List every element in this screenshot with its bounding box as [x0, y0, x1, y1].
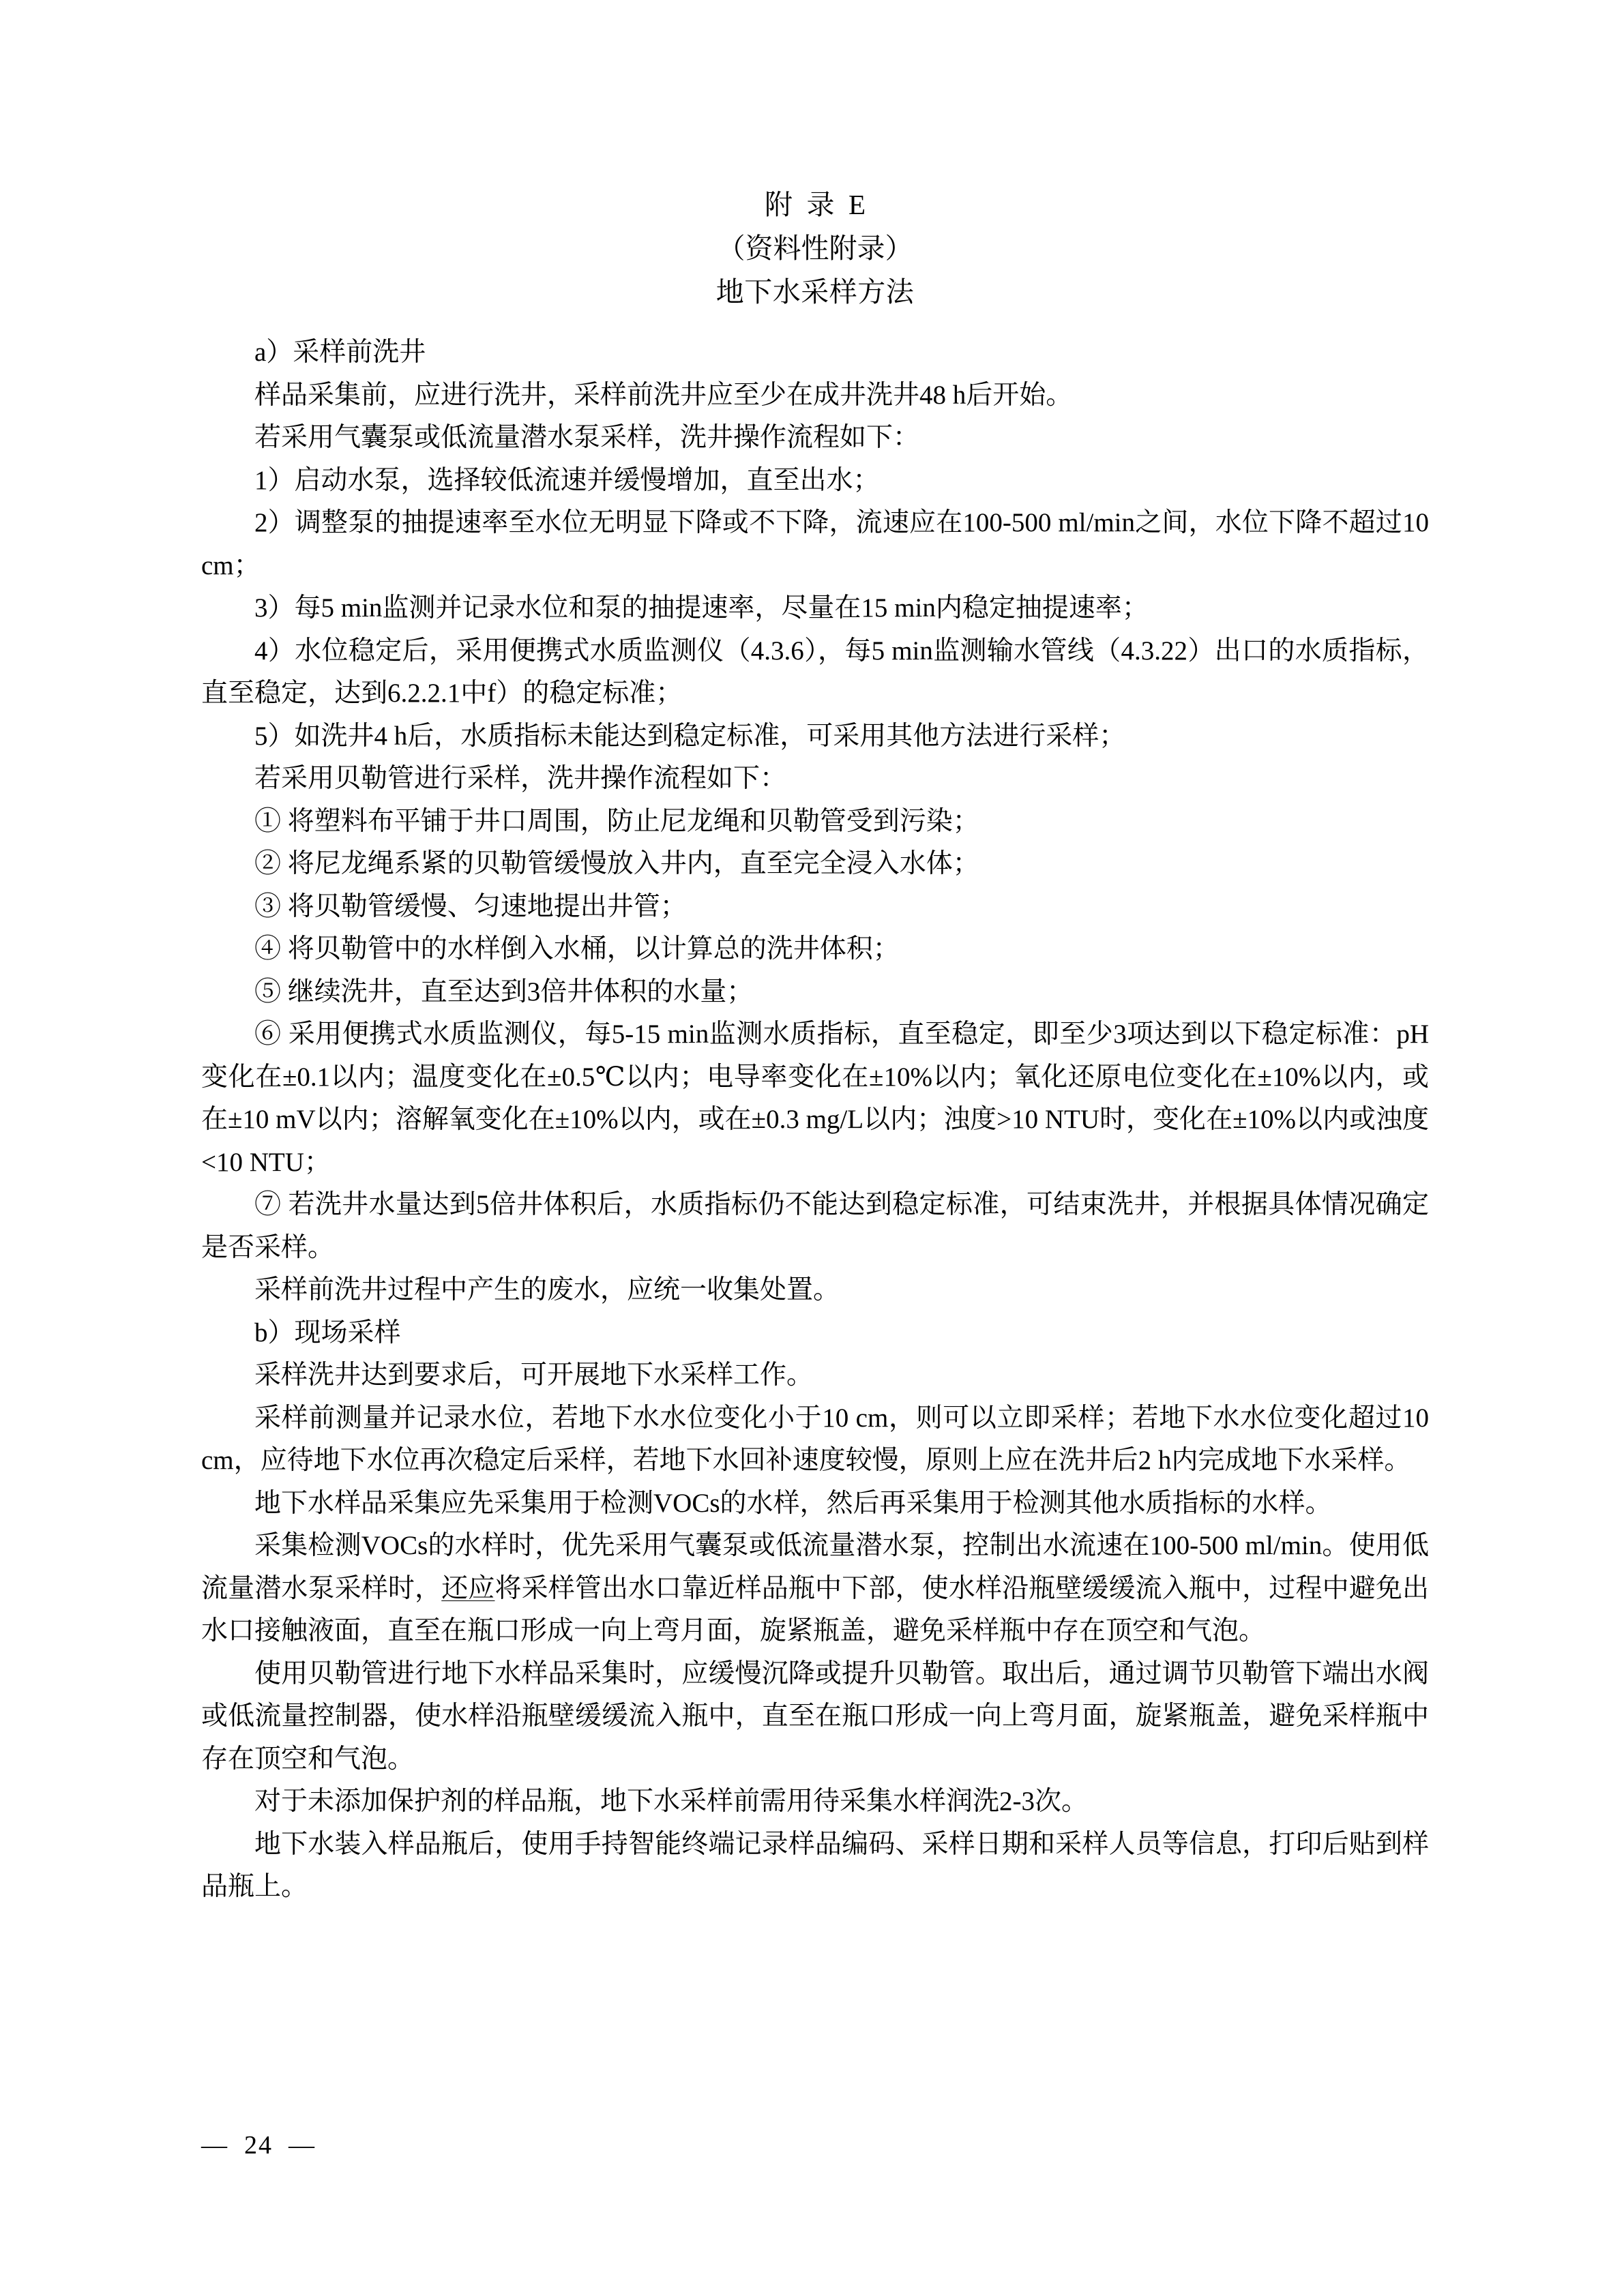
paragraph-b-p6: 对于未添加保护剂的样品瓶，地下水采样前需用待采集水样润洗2-3次。	[254, 1787, 1088, 1816]
list-item-bullet-5: ⑤ 继续洗井，直至达到3倍井体积的水量；	[254, 976, 754, 1007]
list-item-step-4: 4）水位稳定后，采用便携式水质监测仪（4.3.6），每5 min监测输水管线（4.3.22）出口的水质指标，直至稳定，达到6.2.2.1中f）的稳定标准；	[201, 636, 1429, 708]
paragraph-b-p5: 使用贝勒管进行地下水样品采集时，应缓慢沉降或提升贝勒管。取出后，通过调节贝勒管下端出水阀或低流量控制器，使水样沿瓶壁缓缓流入瓶中，直至在瓶口形成一向上弯月面，旋紧瓶盖，避免采样瓶中存在顶空和气泡。	[201, 1658, 1429, 1774]
paragraph-b-p2: 采样前测量并记录水位，若地下水水位变化小于10 cm，则可以立即采样；若地下水水位变化超过10 cm，应待地下水位再次稳定后采样，若地下水回补速度较慢，原则上应在洗井后2 h内完成地下水采样。	[201, 1403, 1429, 1475]
list-item-step-1: 1）启动水泵，选择较低流速并缓慢增加，直至出水；	[254, 465, 880, 495]
appendix-type: （资料性附录）	[717, 233, 913, 264]
appendix-heading	[201, 183, 1429, 314]
appendix-title: 地下水采样方法	[715, 276, 915, 308]
paragraph-b-label: b）现场采样	[254, 1317, 401, 1347]
list-item-bullet-2: ② 将尼龙绳系紧的贝勒管缓慢放入井内，直至完全浸入水体；	[254, 849, 979, 878]
list-item-bullet-3: ③ 将贝勒管缓慢、匀速地提出井管；	[254, 891, 687, 921]
list-item-bullet-4: ④ 将贝勒管中的水样倒入水桶，以计算总的洗井体积；	[254, 934, 900, 964]
list-item-bullet-7: ⑦ 若洗井水量达到5倍井体积后，水质指标仍不能达到稳定标准，可结束洗井，并根据具体情况确定是否采样。	[201, 1190, 1429, 1262]
paragraph-b-p1: 采样洗井达到要求后，可开展地下水采样工作。	[254, 1360, 814, 1390]
paragraph-b-p4-part1: 采集检测VOCs的水样时，优先采用气囊泵或低流量潜水泵，控制出水流速在100-500 ml/min。使用低流量潜水泵采样时，	[201, 1531, 1429, 1603]
page-footer	[201, 2129, 1429, 2162]
list-item-bullet-1: ① 将塑料布平铺于井口周围，防止尼龙绳和贝勒管受到污染；	[254, 806, 979, 836]
paragraph-a-label: a）采样前洗井	[254, 338, 426, 367]
list-item-step-3: 3）每5 min监测并记录水位和泵的抽提速率，尽量在15 min内稳定抽提速率；	[254, 593, 1149, 623]
list-item-step-5: 5）如洗井4 h后，水质指标未能达到稳定标准，可采用其他方法进行采样；	[254, 721, 1126, 751]
paragraph-b-p4	[201, 1525, 1429, 1653]
list-item-step-2: 2）调整泵的抽提速率至水位无明显下降或不下降，流速应在100-500 ml/min之间，水位下降不超过10 cm；	[201, 508, 1429, 580]
paragraph-b-p4-part2: 将采样管出水口靠近样品瓶中下部，使水样沿瓶壁缓缓流入瓶中，过程中避免出水口接触液面，直至在瓶口形成一向上弯月面，旋紧瓶盖，避免采样瓶中存在顶空和气泡。	[201, 1573, 1429, 1645]
paragraph-b-p4-underlined: 还应	[441, 1573, 495, 1603]
appendix-label: 附 录 E	[764, 189, 866, 220]
paragraph-b-p7: 地下水装入样品瓶后，使用手持智能终端记录样品编码、采样日期和采样人员等信息，打印后贴到样品瓶上。	[201, 1829, 1429, 1901]
paragraph-a-p1: 样品采集前，应进行洗井，采样前洗井应至少在成井洗井48 h后开始。	[254, 380, 1073, 410]
page-content	[201, 183, 1429, 1909]
paragraph-a-p3: 若采用贝勒管进行采样，洗井操作流程如下：	[254, 764, 787, 793]
page-number: — 24 —	[201, 2131, 316, 2160]
paragraph-a-p4: 采样前洗井过程中产生的废水，应统一收集处置。	[254, 1275, 840, 1304]
list-item-bullet-6: ⑥ 采用便携式水质监测仪，每5-15 min监测水质指标，直至稳定，即至少3项达到以下稳定标准：pH变化在±0.1以内；温度变化在±0.5℃以内；电导率变化在±10%以内；氧化还原电位变化在±10%以内，或在±10 mV以内；溶解氧变化在±10%以内，或在±0.3 mg/L以内；浊度>10 NTU时，变化在±10%以内或浊度<10 NTU；	[201, 1019, 1429, 1177]
paragraph-b-p3: 地下水样品采集应先采集用于检测VOCs的水样，然后再采集用于检测其他水质指标的水样。	[254, 1488, 1332, 1518]
body-text	[201, 331, 1429, 1909]
paragraph-a-p2: 若采用气囊泵或低流量潜水泵采样，洗井操作流程如下：	[254, 423, 920, 452]
